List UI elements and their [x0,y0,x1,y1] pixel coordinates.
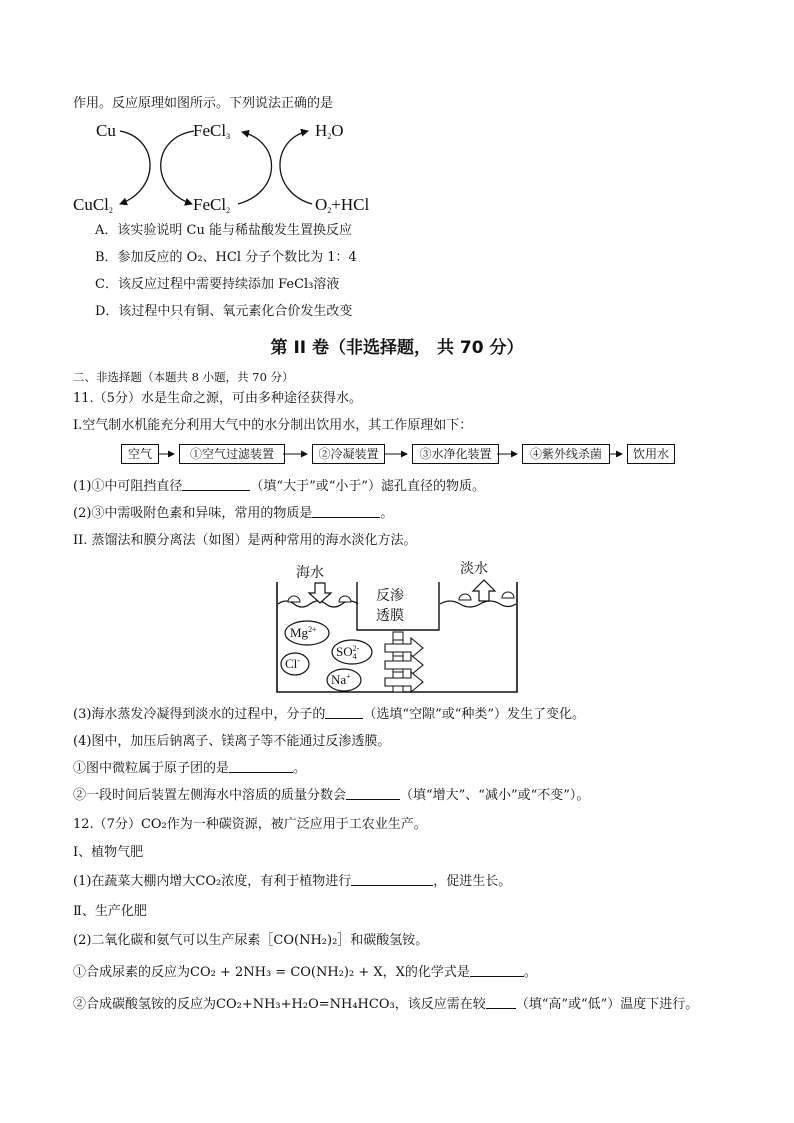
option-a: A．该实验说明 Cu 能与稀盐酸发生置换反应 [95,223,352,238]
question-11-3: (3)海水蒸发冷凝得到淡水的过程中，分子的 （选填“空隙”或“种类”）发生了变化。 [73,707,586,722]
label-h2o: $H_2O$ [315,121,344,141]
option-b: B．参加反应的 O₂、HCl 分子个数比为 1：4 [95,250,357,265]
ion-cl: Cl- [285,656,300,671]
answer-blank[interactable] [229,760,293,773]
flow-step-air: 空气 [121,444,159,464]
question-12-2: (2)二氧化碳和氨气可以生产尿素［CO(NH₂)₂］和碳酸氢铵。 [73,933,429,948]
flow-step-filter: ①空气过滤装置 [179,444,285,464]
ion-na: Na+ [331,672,351,687]
question-11-4: (4)图中，加压后钠离子、镁离子等不能通过反渗透膜。 [73,734,391,749]
option-d: D．该过程中只有铜、氧元素化合价发生改变 [95,304,353,319]
label-fecl2: FeCl$_2$ [193,195,231,215]
answer-blank[interactable] [351,873,433,886]
flow-step-condense: ②冷凝装置 [312,444,385,464]
ion-mg: $Mg^{2+}$ [290,625,317,640]
question-11-part1: I.空气制水机能充分利用大气中的水分制出饮用水，其工作原理如下： [73,418,473,433]
label-o2-hcl: $O_2+HCl$ [315,195,370,215]
question-12-2b: ②合成碳酸氢铵的反应为CO₂+NH₃+H₂O=NH₄HCO₃，该反应需在较 （填“高”或“低”）温度下进行。 [73,997,699,1012]
question-11-2: (2)③中需吸附色素和异味，常用的物质是 。 [73,506,394,521]
question-11-4b: ②一段时间后装置左侧海水中溶质的质量分数会 （填“增大”、“减小”或“不变”）。 [73,788,590,803]
label-freshwater: 淡水 [460,561,488,577]
label-membrane-1: 反渗 [376,588,404,604]
question-12-1: (1)在蔬菜大棚内增大CO₂浓度，有利于植物进行 ，促进生长。 [73,874,512,889]
label-cu: Cu [96,121,116,140]
question-12-part2: Ⅱ、生产化肥 [73,904,147,919]
question-11-4a: ①图中微粒属于原子团的是 。 [73,761,307,776]
answer-blank[interactable] [346,787,400,800]
label-seawater: 海水 [296,565,324,581]
ion-so4: $SO_4^{2-}$ [336,644,360,661]
answer-blank[interactable] [486,996,516,1009]
flow-step-uv: ④紫外线杀菌 [522,444,610,464]
answer-blank[interactable] [325,706,363,719]
question-12-stem: 12.（7分）CO₂作为一种碳资源，被广泛应用于工农业生产。 [73,817,427,832]
flow-step-drinking-water: 饮用水 [627,444,675,464]
question-11-stem: 11.（5分）水是生命之源，可由多种途径获得水。 [73,391,362,406]
question-10-stem: 作用。反应原理如图所示。下列说法正确的是 [73,96,334,111]
answer-blank[interactable] [470,964,524,977]
label-cucl2: CuCl$_2$ [73,195,113,215]
section-heading: 二、非选择题（本题共 8 小题，共 70 分） [73,370,294,384]
question-11-part2: II. 蒸馏法和膜分离法（如图）是两种常用的海水淡化方法。 [73,533,417,548]
question-12-part1: Ⅰ、植物气肥 [73,845,144,860]
question-11-1: (1)①中可阻挡直径 （填“大于”或“小于”）滤孔直径的物质。 [73,479,486,494]
question-12-2a: ①合成尿素的反应为CO₂ + 2NH₃ = CO(NH₂)₂ + X，X的化学式是 。 [73,965,537,980]
label-fecl3: FeCl$_3$ [193,121,231,141]
option-c: C．该反应过程中需要持续添加 FeCl₃溶液 [95,277,340,292]
label-membrane-2: 透膜 [376,608,404,624]
flow-step-purify: ③水净化装置 [412,444,499,464]
section-title: 第 II 卷（非选择题， 共 70 分） [270,338,524,358]
